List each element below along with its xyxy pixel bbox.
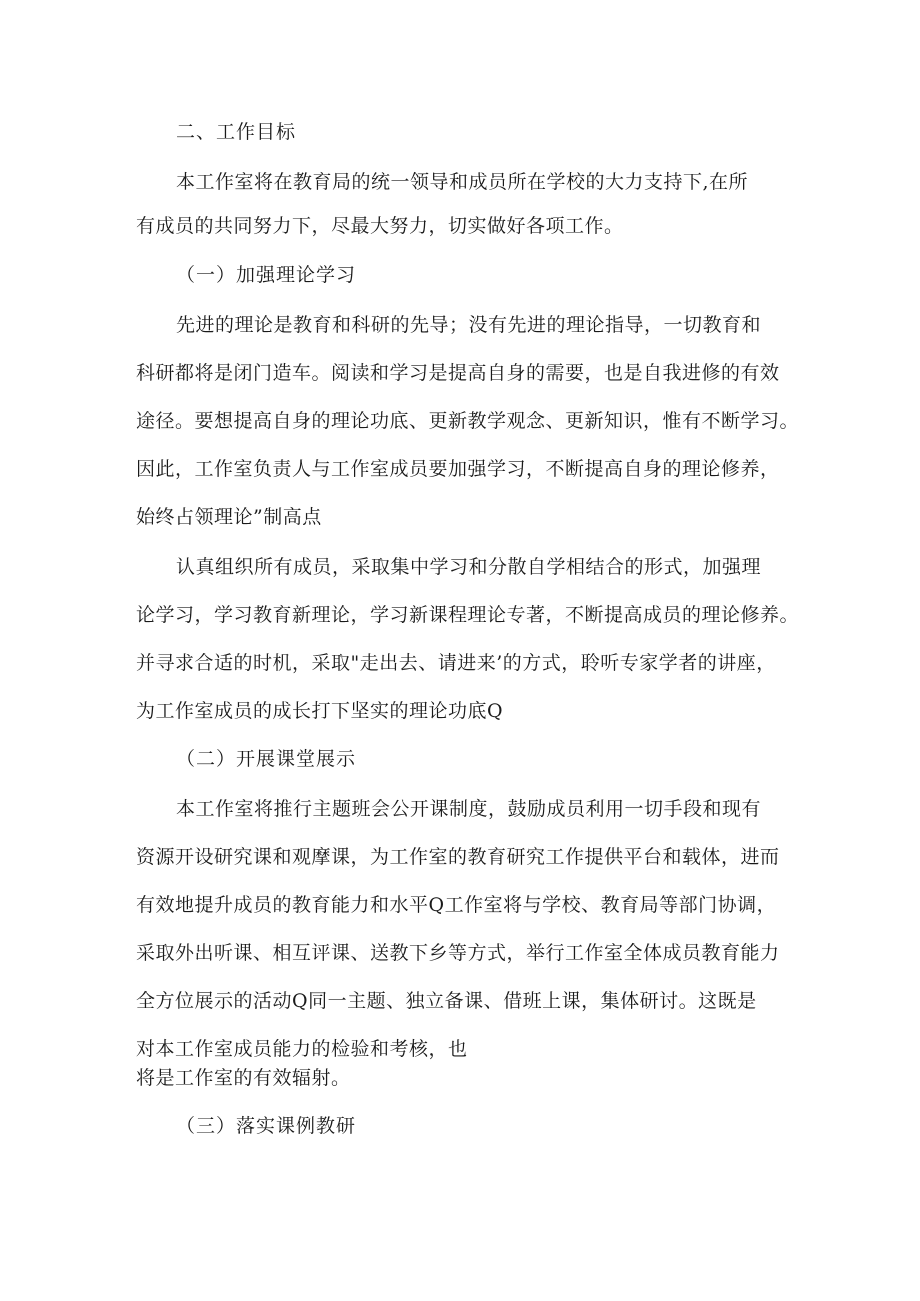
subsection-2-para-1-line: 将是工作室的有效辐射。 [136, 1067, 351, 1089]
subsection-3-heading: （三）落实课例教研 [176, 1115, 357, 1137]
subsection-1-para-2-line: 为工作室成员的成长打下坚实的理论功底Q [136, 700, 504, 722]
subsection-1-para-1-line: 先进的理论是教育和科研的先导；没有先进的理论指导，一切教育和 [176, 314, 762, 336]
subsection-1-para-2-line: 论学习，学习教育新理论，学习新课程理论专著，不断提高成员的理论修养。 [136, 604, 800, 626]
subsection-2-para-1-line: 采取外出听课、相互评课、送教下乡等方式，举行工作室全体成员教育能力 [136, 942, 780, 964]
subsection-2-heading: （二）开展课堂展示 [176, 748, 357, 770]
subsection-1-para-1-line: 途径。要想提高自身的理论功底、更新教学观念、更新知识，惟有不断学习。 [136, 410, 800, 432]
subsection-1-para-1-line: 始终占领理论”制高点 [136, 506, 322, 528]
subsection-1-para-1-line: 因此，工作室负责人与工作室成员要加强学习，不断提高自身的理论修养， [136, 458, 780, 480]
subsection-2-para-1-line: 本工作室将推行主题班会公开课制度，鼓励成员利用一切手段和现有 [176, 798, 762, 820]
subsection-1-para-2-line: 并寻求合适的时机，采取"走出去、请进来’的方式，聆听专家学者的讲座， [136, 652, 776, 674]
section-title: 二、工作目标 [176, 121, 297, 143]
intro-line-2: 有成员的共同努力下，尽最大努力，切实做好各项工作。 [136, 215, 624, 237]
subsection-1-para-1-line: 科研都将是闭门造车。阅读和学习是提高自身的需要，也是自我进修的有效 [136, 362, 780, 384]
subsection-2-para-1-line: 对本工作室成员能力的检验和考核，也 [136, 1038, 468, 1060]
subsection-2-para-1-line: 全方位展示的活动Q同一主题、独立备课、借班上课，集体研讨。这既是 [136, 990, 757, 1012]
subsection-1-heading: （一）加强理论学习 [176, 264, 357, 286]
intro-line-1: 本工作室将在教育局的统一领导和成员所在学校的大力支持下,在所 [176, 171, 749, 193]
subsection-1-para-2-line: 认真组织所有成员，采取集中学习和分散自学相结合的形式，加强理 [176, 556, 762, 578]
subsection-2-para-1-line: 有效地提升成员的教育能力和水平Q工作室将与学校、教育局等部门协调， [136, 894, 777, 916]
subsection-2-para-1-line: 资源开设研究课和观摩课，为工作室的教育研究工作提供平台和载体，进而 [136, 846, 780, 868]
